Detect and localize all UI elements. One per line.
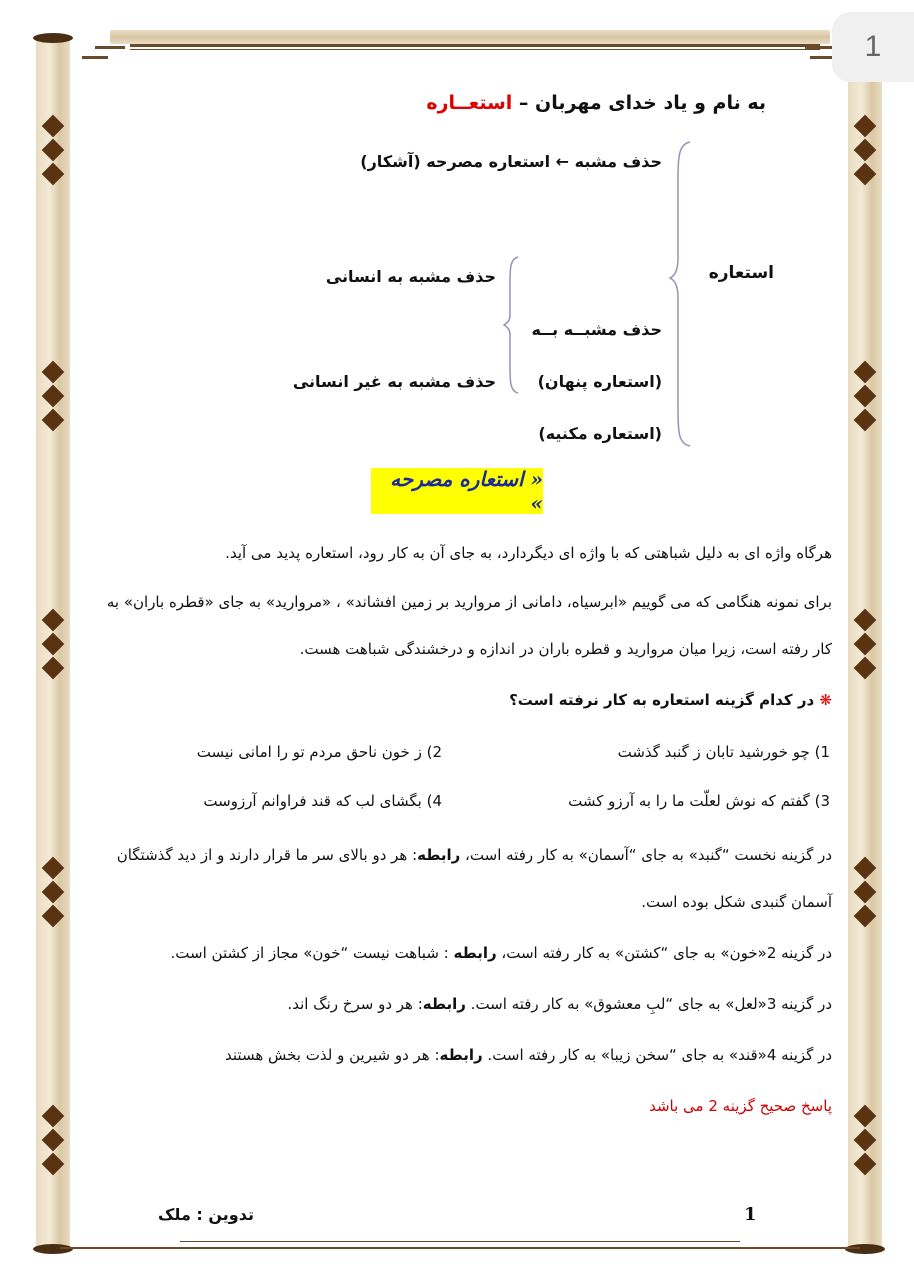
footer-page-number: 1 bbox=[744, 1204, 757, 1225]
title-main: به نام و یاد خدای مهربان bbox=[535, 92, 766, 114]
explanation: در گزینه 4«قند» به جای “سخن زیبا» به کار رفته است. رابطه: هر دو شیرین و لذت بخش هستند bbox=[225, 1046, 832, 1064]
answer-text: پاسخ صحیح گزینه 2 می باشد bbox=[649, 1097, 832, 1115]
diagram-branch-implicit-note: (استعاره مکنیه) bbox=[538, 424, 662, 443]
diagram-branch-implicit: حذف مشبــه بــه bbox=[531, 320, 662, 339]
title-topic: استعــاره bbox=[426, 92, 513, 114]
option-2: 2) ز خون ناحق مردم تو را امانی نیست bbox=[196, 743, 442, 761]
column-cap bbox=[33, 33, 73, 43]
frame-ornament bbox=[805, 46, 835, 49]
explanation: در گزینه نخست “گنبد» به جای “آسمان» به کار رفته است، رابطه: هر دو بالای سر ما قرار دارند و از دید گذشتگان bbox=[116, 846, 832, 864]
explanation: در گزینه 3«لعل» به جای “لبِ معشوق» به کار رفته است. رابطه: هر دو سرخ رنگ اند. bbox=[287, 995, 832, 1013]
question bbox=[509, 687, 832, 713]
explanation: آسمان گنبدی شکل بوده است. bbox=[641, 893, 832, 911]
paragraph: کار رفته است، زیرا میان مروارید و قطره باران در اندازه و درخشندگی شباهت هست. bbox=[299, 640, 832, 658]
diagram-brace-sub bbox=[502, 255, 524, 395]
column-cap bbox=[33, 1244, 73, 1254]
option-1: 1) چو خورشید تابان ز گنبد گذشت bbox=[617, 743, 830, 761]
frame-bottom-line bbox=[60, 1247, 860, 1249]
option-4: 4) بگشای لب که قند فراوانم آرزوست bbox=[203, 792, 442, 810]
frame-ornament bbox=[95, 46, 125, 49]
frame-top-line bbox=[130, 49, 820, 50]
diagram-sub-nonhuman: حذف مشبه به غیر انسانی bbox=[292, 372, 496, 391]
paragraph: برای نمونه هنگامی که می گوییم «ابرسیاه، دامانی از مروارید بر زمین افشاند» ، «مروارید» به جای «قطره باران» به bbox=[106, 593, 832, 611]
frame-top-bar bbox=[110, 30, 830, 44]
frame-bottom-line bbox=[180, 1241, 740, 1242]
frame-top-line bbox=[130, 44, 820, 47]
page-title bbox=[426, 92, 766, 114]
question-text: در کدام گزینه استعاره به کار نرفته است؟ bbox=[509, 691, 815, 709]
question-mark-icon: ❋ bbox=[819, 691, 832, 709]
section-heading bbox=[371, 468, 543, 514]
diagram-sub-human: حذف مشبه به انسانی bbox=[325, 267, 496, 286]
paragraph: هرگاه واژه ای به دلیل شباهتی که با واژه ای دیگردارد، به جای آن به کار رود، استعاره پدید می آید. bbox=[225, 544, 832, 562]
column-cap bbox=[845, 1244, 885, 1254]
page-number-badge: 1 bbox=[832, 12, 914, 82]
section-heading-text: « استعاره مصرحه » bbox=[390, 467, 543, 515]
diagram-brace-main bbox=[668, 140, 698, 450]
diagram-branch-implicit-note: (استعاره پنهان) bbox=[537, 372, 662, 391]
title-dash: – bbox=[518, 92, 529, 114]
footer-author: تدوین : ملک bbox=[158, 1205, 254, 1224]
frame-ornament bbox=[82, 56, 108, 59]
diagram-root: استعاره bbox=[708, 263, 774, 283]
diagram-branch-explicit: حذف مشبه ← استعاره مصرحه (آشکار) bbox=[360, 152, 662, 171]
explanation: در گزینه 2«خون» به جای “کشتن» به کار رفته است، رابطه : شباهت نیست “خون» مجاز از کشتن است. bbox=[170, 944, 832, 962]
option-3: 3) گفتم که نوش لعلّت ما را به آرزو کشت bbox=[568, 792, 830, 810]
